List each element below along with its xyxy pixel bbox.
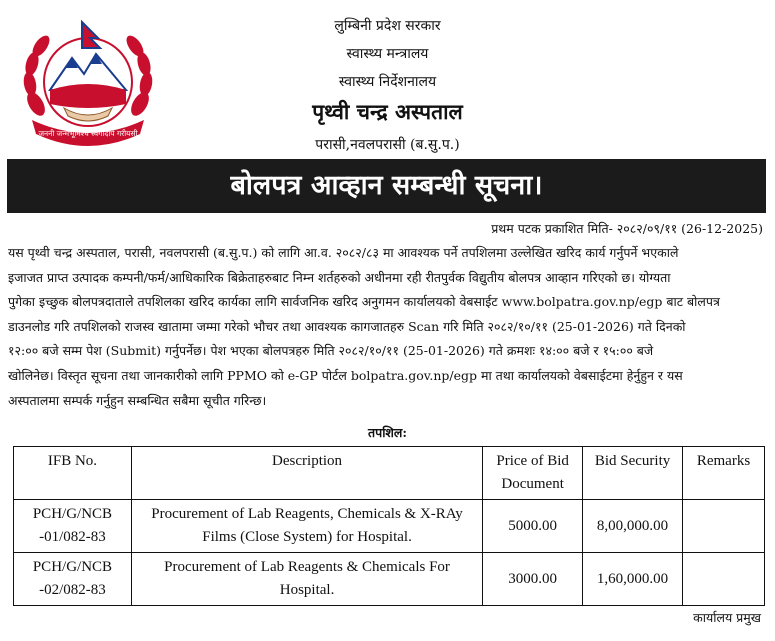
- cell-price: 5000.00: [483, 500, 583, 553]
- header-remarks: Remarks: [683, 447, 765, 500]
- cell-bid-security: 1,60,000.00: [583, 553, 683, 606]
- notice-line: अस्पतालमा सम्पर्क गर्नुहुन सम्बन्धित सबैमा सूचीत गरिन्छ।: [8, 392, 267, 408]
- table-caption: तपशिल:: [367, 425, 408, 440]
- office-chief-signature: कार्यालय प्रमुख: [693, 610, 761, 625]
- cell-remarks: [683, 500, 765, 553]
- cell-ifb-no: PCH/G/NCB -02/082-83: [14, 553, 132, 606]
- cell-description: Procurement of Lab Reagents, Chemicals & X-RAy Films (Close System) for Hospital.: [131, 500, 482, 553]
- ministry-name: स्वास्थ्य मन्त्रालय: [346, 46, 429, 62]
- notice-title-banner: बोलपत्र आव्हान सम्बन्धी सूचना।: [7, 159, 766, 213]
- table-row: [14, 500, 765, 553]
- notice-line: खोलिनेछ। विस्तृत सूचना तथा जानकारीको लागि PPMO को e-GP पोर्टल bolpatra.gov.np/egp मा तथा कार्यालयको वेबसाईटमा हेर्नुहुन र यस: [8, 367, 683, 383]
- directorate-name: स्वास्थ्य निर्देशनालय: [338, 74, 437, 90]
- header-price: Price of Bid Document: [483, 447, 583, 500]
- cell-bid-security: 8,00,000.00: [583, 500, 683, 553]
- bid-details-table: [13, 446, 765, 606]
- cell-description: Procurement of Lab Reagents & Chemicals For Hospital.: [131, 553, 482, 606]
- emblem-motto: जननी जन्मभूमिश्च स्वर्गादपि गरीयसी: [38, 129, 138, 138]
- notice-body: [8, 241, 770, 413]
- header-bid-security: Bid Security: [583, 447, 683, 500]
- published-date: प्रथम पटक प्रकाशित मिति- २०८२/०९/११ (26-12-2025): [491, 221, 763, 236]
- cell-ifb-no: PCH/G/NCB -01/082-83: [14, 500, 132, 553]
- header-ifb-no: IFB No.: [14, 447, 132, 500]
- table-header-row: [14, 447, 765, 500]
- province-government: लुम्बिनी प्रदेश सरकार: [334, 18, 441, 34]
- notice-line: १२:०० बजे सम्म पेश (Submit) गर्नुपर्नेछ। पेश भएका बोलपत्रहरु मिति २०८२/१०/११ (25-01-2026) गते क्रमशः १४:०० बजे र १५:०० बजे: [8, 343, 654, 359]
- table-row: [14, 553, 765, 606]
- notice-line: यस पृथ्वी चन्द्र अस्पताल, परासी, नवलपरासी (ब.सु.प.) को लागि आ.व. २०८२/८३ मा आवश्यक पर्ने तपशिलमा उल्लेखित खरिद कार्य गर्नुपर्ने भएकाले: [8, 245, 679, 260]
- cell-remarks: [683, 553, 765, 606]
- header-description: Description: [131, 447, 482, 500]
- notice-line: डाउनलोड गरि तपशिलको राजस्व खातामा जम्मा गरेको भौचर तथा आवश्यक कागजातहरु Scan गरि मिति २०८२/१०/११ (25-01-2026) गते दिनको: [8, 318, 686, 334]
- hospital-address: परासी,नवलपरासी (ब.सु.प.): [315, 137, 460, 153]
- notice-line: इजाजत प्राप्त उत्पादक कम्पनी/फर्म/आधिकारिक बिक्रेताहरुबाट निम्न शर्तहरुको अधीनमा रही रीतपुर्वक विद्युतीय बोलपत्र आव्हान गरिएको छ। योग्यता: [8, 269, 671, 285]
- notice-line: पुगेका इच्छुक बोलपत्रदाताले तपशिलका खरिद कार्यका लागि सार्वजनिक खरिद अनुगमन कार्यालयको वेबसाईट www.bolpatra.gov.np/egp बाट बोलपत्र: [8, 294, 720, 310]
- hospital-name: पृथ्वी चन्द्र अस्पताल: [312, 99, 463, 124]
- cell-price: 3000.00: [483, 553, 583, 606]
